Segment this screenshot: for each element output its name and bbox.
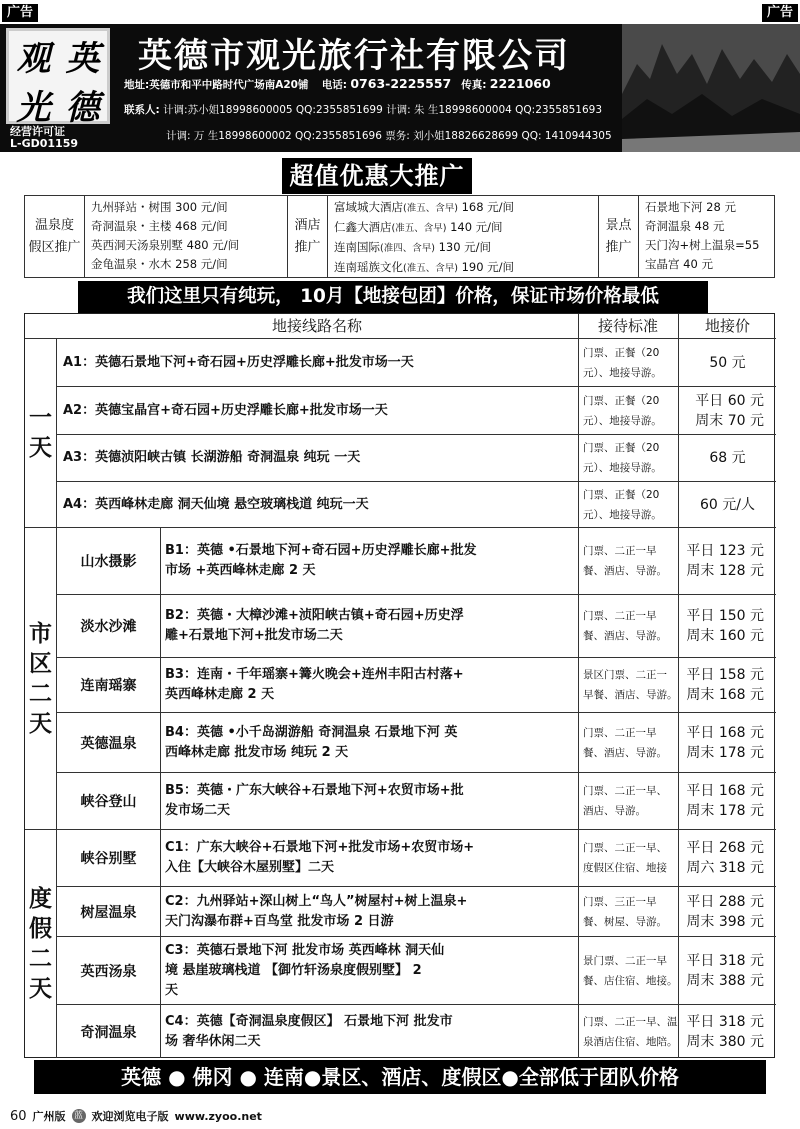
route-b3: B3：连南・千年瑶寨+篝火晚会+连州丰阳古村落+ 英西峰林走廊 2 天	[165, 667, 464, 702]
page-number: 60	[10, 1108, 27, 1124]
group-char: 天	[29, 976, 52, 1002]
standard-c3: 景门票、二正一早 餐、店住宿、地接。	[583, 954, 678, 987]
group-char: 二	[29, 680, 52, 707]
price-a3: 68 元	[709, 450, 746, 466]
route-a3: A3：英德浈阳峡古镇 长湖游船 奇洞温泉 纯玩 一天	[63, 450, 361, 465]
price-c3: 平日 318 元 周末 388 元	[686, 952, 764, 989]
price-a1: 50 元	[709, 354, 746, 371]
spot-category	[599, 196, 639, 277]
group-char: 二	[29, 946, 52, 972]
price-a4: 60 元/人	[700, 496, 755, 513]
address-label: 地址:	[124, 79, 150, 91]
standard-a1: 门票、正餐（20 元）、地接导游。	[583, 346, 662, 379]
route-b4: B4：英德 •小千岛湖游船 奇洞温泉 石景地下河 英 西峰林走廊 批发市场 纯玩 2 天	[165, 724, 458, 760]
ad-tag-right: 广告	[762, 4, 798, 22]
edition-badge-icon: 蓝	[72, 1109, 86, 1123]
route-c2: C2：九州驿站+深山树上“鸟人”树屋村+树上温泉+ 天门沟瀑布群+百鸟堂 批发市场 2 日游	[165, 893, 468, 929]
theme-c4: 奇洞温泉	[80, 1024, 137, 1041]
company-header	[0, 24, 800, 152]
resort-category	[25, 196, 85, 277]
logo-char: 德	[65, 88, 100, 128]
route-b5: B5：英德・广东大峡谷+石景地下河+农贸市场+批 发市场二天	[165, 783, 464, 818]
group-char: 市	[29, 620, 52, 647]
standard-b3: 景区门票、二正一 早餐、酒店、导游。	[583, 669, 678, 701]
standard-b1: 门票、二正一早 餐、酒店、导游。	[583, 545, 667, 577]
footer-site-link[interactable]: www.zyoo.net	[174, 1109, 262, 1123]
price-b5: 平日 168 元 周末 178 元	[686, 783, 764, 819]
company-logo	[6, 28, 110, 128]
mountain-landscape-image	[622, 24, 800, 152]
divider	[160, 527, 161, 1058]
bottom-banner: 英德 ● 佛冈 ● 连南●景区、酒店、度假区●全部低于团队价格	[34, 1060, 766, 1094]
price-a2: 平日 60 元 周末 70 元	[695, 392, 764, 429]
category-label: 温泉度	[34, 217, 74, 233]
promo-table	[24, 195, 775, 278]
standard-c2: 门票、三正一早 餐、树屋、导游。	[583, 895, 667, 928]
category-label: 酒店	[294, 217, 321, 233]
route-a1: A1：英德石景地下河+奇石园+历史浮雕长廊+批发市场一天	[63, 354, 414, 370]
route-a4: A4：英西峰林走廊 洞天仙境 悬空玻璃栈道 纯玩一天	[63, 496, 369, 512]
list-item: 连南国际(准四、含早) 130 元/间	[334, 240, 492, 254]
standard-c1: 门票、二正一早、 度假区住宿、地接	[583, 842, 667, 874]
route-b1: B1：英德 •石景地下河+奇石园+历史浮雕长廊+批发 市场 +英西峰林走廊 2 天	[165, 543, 477, 578]
list-item: 连南瑶族文化(准五、含早) 190 元/间	[334, 260, 515, 274]
header-price: 地接价	[704, 317, 750, 335]
route-table	[24, 313, 775, 1058]
header-standard: 接待标准	[597, 317, 658, 335]
ad-tag-left: 广告	[2, 4, 38, 22]
group-char: 区	[29, 650, 52, 677]
resort-list	[85, 196, 288, 277]
list-item: 奇洞温泉・主楼 468 元/间	[91, 219, 228, 233]
price-b1: 平日 123 元 周末 128 元	[686, 543, 764, 579]
price-b2: 平日 150 元 周末 160 元	[686, 608, 764, 644]
standard-a2: 门票、正餐（20 元）、地接导游。	[583, 394, 662, 427]
price-c1: 平日 268 元 周六 318 元	[686, 840, 764, 876]
standard-a3: 门票、正餐（20 元）、地接导游。	[583, 442, 662, 474]
route-b2: B2：英德・大樟沙滩+浈阳峡古镇+奇石园+历史浮 雕+石景地下河+批发市场二天	[165, 608, 464, 643]
header-route: 地接线路名称	[271, 317, 362, 335]
edition-label: 广州版	[32, 1110, 66, 1123]
group-char: 度	[29, 886, 52, 912]
logo-char: 英	[65, 39, 100, 79]
standard-c4: 门票、二正一早、温 泉酒店住宿、地陪。	[583, 1015, 678, 1048]
category-label: 景点	[605, 217, 632, 233]
group-char: 假	[29, 916, 52, 942]
theme-b3: 连南瑶寨	[80, 678, 137, 694]
hotel-category	[288, 196, 328, 277]
category-label: 推广	[605, 239, 632, 255]
standard-b4: 门票、二正一早 餐、酒店、导游。	[583, 726, 667, 759]
list-item: 富域城大酒店(准五、含早) 168 元/间	[334, 200, 515, 214]
phone-value: 0763-2225557	[350, 76, 452, 91]
company-name: 英德市观光旅行社有限公司	[138, 36, 570, 76]
route-c3: C3：英德石景地下河 批发市场 英西峰林 洞天仙 境 悬崖玻璃栈道 【御竹轩汤泉度假别墅】 2 天	[165, 942, 445, 998]
theme-b1: 山水摄影	[80, 554, 137, 570]
logo-char: 观	[16, 39, 51, 79]
theme-b4: 英德温泉	[80, 735, 137, 752]
contacts-text: 计调:苏小姐18998600005 QQ:2355851699 计调: 朱 生18998600004 QQ:2355851693	[163, 104, 603, 116]
route-a2: A2：英德宝晶宫+奇石园+历史浮雕长廊+批发市场一天	[63, 402, 388, 418]
price-b4: 平日 168 元 周末 178 元	[686, 724, 764, 761]
hotel-list	[328, 196, 599, 277]
route-c4: C4：英德【奇洞温泉度假区】 石景地下河 批发市 场 奢华休闲二天	[165, 1013, 453, 1049]
list-item: 石景地下河 28 元	[645, 200, 736, 214]
standard-b2: 门票、二正一早 餐、酒店、导游。	[583, 610, 667, 642]
list-item: 金龟温泉・水木 258 元/间	[91, 257, 228, 271]
fax-label: 传真:	[461, 79, 487, 91]
group-char: 天	[29, 710, 52, 737]
category-label: 推广	[294, 239, 321, 255]
license-number: L-GD01159	[10, 137, 79, 150]
theme-c1: 峡谷别墅	[80, 851, 137, 867]
category-label: 假区推广	[28, 239, 81, 255]
theme-b2: 淡水沙滩	[80, 619, 137, 635]
theme-b5: 峡谷登山	[80, 794, 137, 810]
list-item: 英西洞天汤泉别墅 480 元/间	[91, 238, 240, 252]
list-item: 宝晶宫 40 元	[645, 257, 713, 271]
price-banner: 我们这里只有纯玩， 10月【地接包团】价格，保证市场价格最低	[78, 281, 708, 313]
group-one-day	[25, 339, 56, 527]
standard-b5: 门票、二正一早、 酒店、导游。	[583, 785, 667, 817]
list-item: 仁鑫大酒店(准五、含早) 140 元/间	[334, 220, 503, 234]
price-c2: 平日 288 元 周末 398 元	[686, 893, 764, 930]
logo-char: 光	[16, 88, 51, 128]
theme-c3: 英西汤泉	[80, 963, 137, 980]
promo-title: 超值优惠大推广	[282, 158, 472, 194]
price-c4: 平日 318 元 周末 380 元	[686, 1013, 764, 1050]
spot-list	[639, 196, 776, 277]
address-value: 英德市和平中路时代广场南A20铺	[149, 79, 309, 91]
price-b3: 平日 158 元 周末 168 元	[686, 667, 764, 703]
contacts-line-2: 计调: 万 生18998600002 QQ:2355851696 票务: 刘小姐18826628699 QQ: 1410944305	[166, 130, 612, 142]
route-c1: C1：广东大峡谷+石景地下河+批发市场+农贸市场+ 入住【大峡谷木屋别墅】二天	[165, 840, 475, 875]
page-footer	[10, 1108, 262, 1124]
license-label: 经营许可证	[10, 125, 65, 138]
phone-label: 电话:	[321, 79, 348, 91]
footer-slogan: 欢迎浏览电子版	[91, 1110, 169, 1123]
address-line	[124, 76, 551, 92]
fax-value: 2221060	[489, 76, 551, 91]
group-char: 天	[29, 435, 52, 461]
list-item: 天门沟+树上温泉=55	[645, 238, 760, 252]
group-resort-two-day	[25, 830, 56, 1058]
group-city-two-day	[25, 528, 56, 829]
contact-label: 联系人:	[124, 104, 160, 116]
list-item: 九州驿站・树围 300 元/间	[91, 200, 228, 214]
standard-a4: 门票、正餐（20 元）、地接导游。	[583, 488, 662, 521]
license-info	[10, 126, 78, 150]
contacts-line-1	[124, 102, 602, 117]
list-item: 奇洞温泉 48 元	[645, 219, 725, 233]
group-char: 一	[29, 405, 52, 431]
theme-c2: 树屋温泉	[80, 904, 137, 921]
